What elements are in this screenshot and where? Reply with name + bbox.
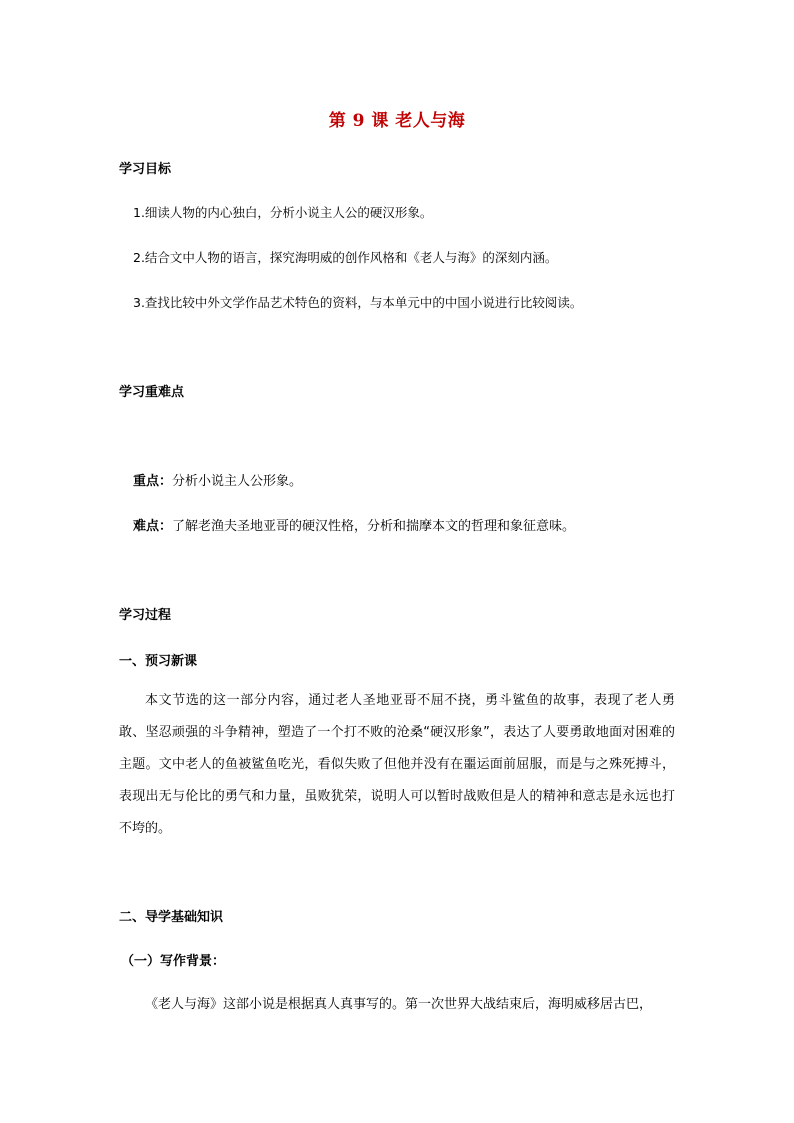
difficulty-line	[133, 515, 575, 534]
background-subheading: （一）写作背景：	[121, 954, 226, 969]
focus-line	[133, 470, 302, 489]
focus-text: 分析小说主人公形象。	[172, 474, 303, 489]
preview-heading: 一、预习新课	[119, 654, 198, 669]
background-paragraph: 《老人与海》这部小说是根据真人真事写的。第一次世界大战结束后，海明威移居古巴，	[145, 997, 653, 1012]
difficulty-label: 难点：	[133, 519, 173, 534]
preview-paragraph: 本文节选的这一部分内容，通过老人圣地亚哥不屈不挠，勇斗鲨鱼的故事，表现了老人勇敢、坚忍顽强的斗争精神，塑造了一个打不败的沧桑“硬汉形象”，表达了人要勇敢地面对困难的主题。文中老人的鱼被鲨鱼吃光，看似失败了但他并没有在噩运面前屈服，而是与之殊死搏斗，表现出无与伦比的勇气和力量，虽败犹荣，说明人可以暂时战败但是人的精神和意志是永远也打不垮的。	[119, 693, 675, 836]
page-title: 第 9 课 老人与海	[328, 111, 466, 131]
focus-label: 重点：	[133, 474, 173, 489]
process-heading: 学习过程	[119, 608, 172, 623]
keypoints-heading: 学习重难点	[119, 385, 185, 400]
goal-item-3: 3.查找比较中外文学作品艺术特色的资料，与本单元中的中国小说进行比较阅读。	[133, 295, 583, 310]
basics-heading: 二、导学基础知识	[119, 910, 224, 925]
goal-item-2: 2.结合文中人物的语言，探究海明威的创作风格和《老人与海》的深刻内涵。	[133, 250, 558, 265]
difficulty-text: 了解老渔夫圣地亚哥的硬汉性格，分析和揣摩本文的哲理和象征意味。	[172, 519, 576, 534]
goals-heading: 学习目标	[119, 162, 172, 177]
goal-item-1: 1.细读人物的内心独白，分析小说主人公的硬汉形象。	[133, 205, 433, 220]
